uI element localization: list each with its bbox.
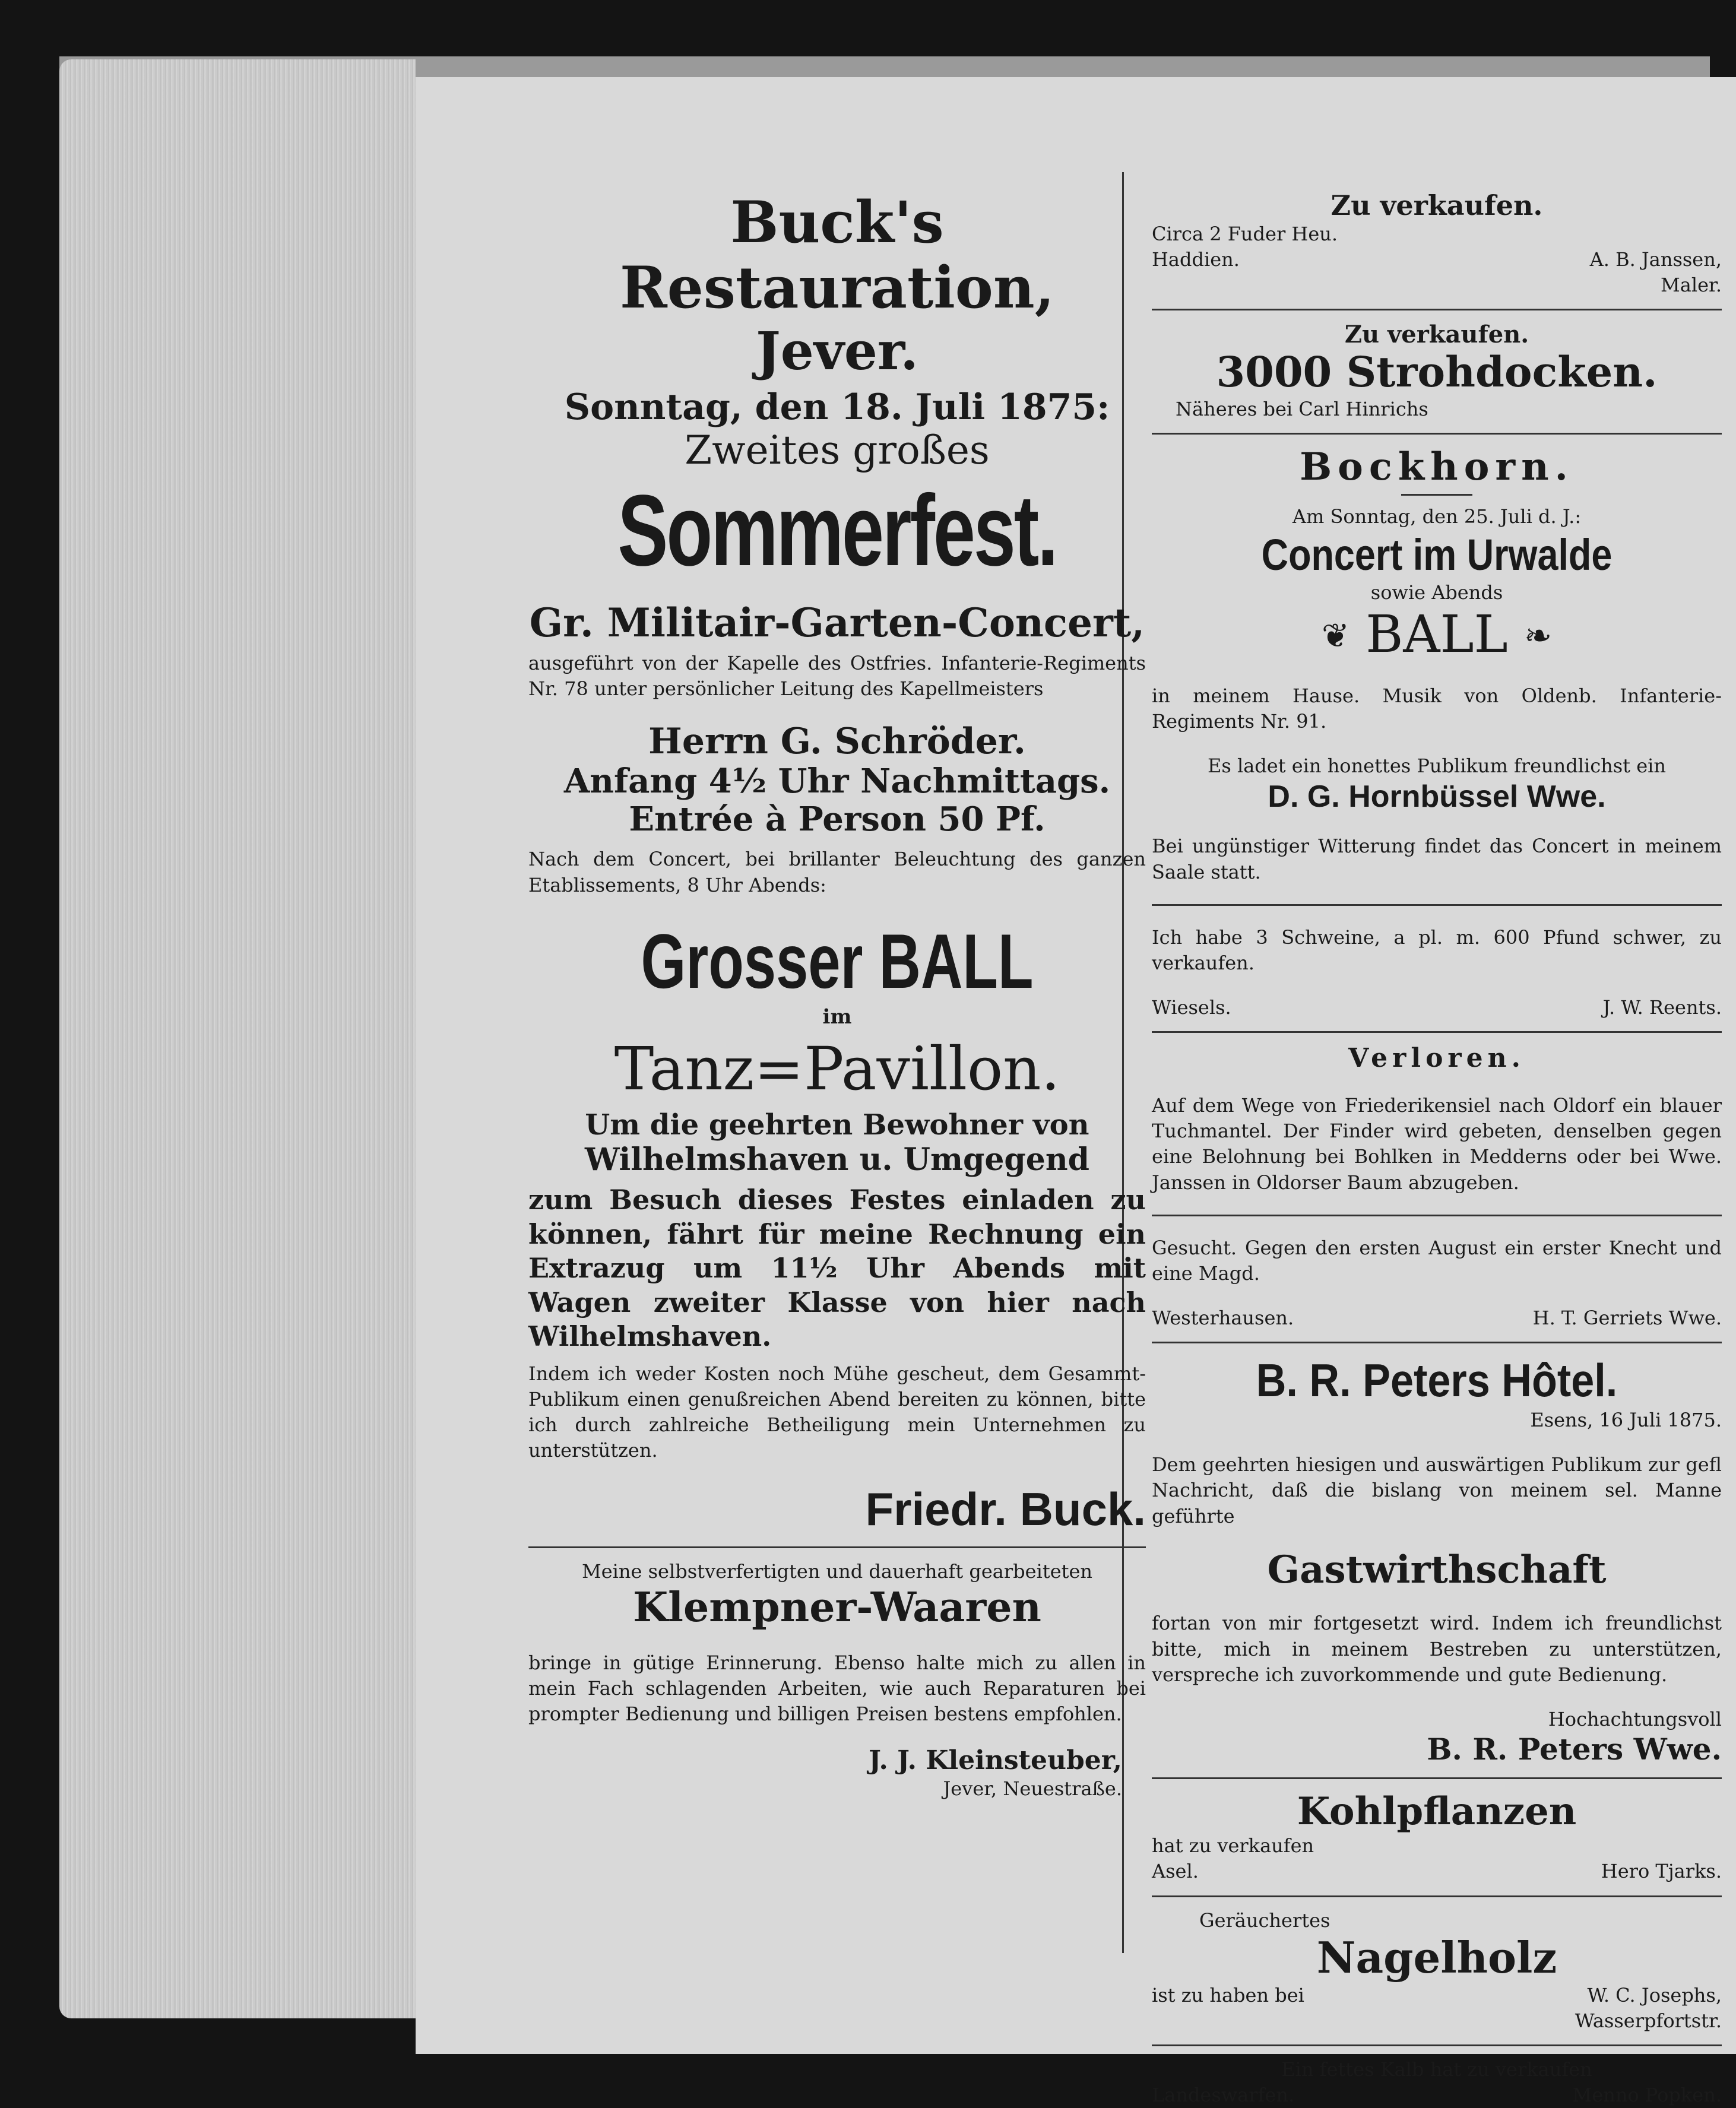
signature: Friedr. Buck. — [865, 1482, 1146, 1535]
hotel-title: B. R. Peters Hôtel. — [1256, 1354, 1618, 1407]
hotel-body-2: fortan von mir fortgesetzt wird. Indem ich freundlichst bitte, mich in meinem Bestreben zu unterstützen, verspreche ich zuvorkommende und gute Bedienung. — [1152, 1612, 1722, 1686]
separator — [528, 1546, 1146, 1548]
separator — [1152, 1895, 1722, 1897]
hotel-signature: B. R. Peters Wwe. — [1427, 1732, 1722, 1767]
hotel-big: Gastwirthschaft — [1267, 1547, 1607, 1592]
wanted-body: Gesucht. Gegen den ersten August ein erster Knecht und eine Magd. — [1152, 1236, 1722, 1285]
calf-body: Ein fettes Kalb hat zu verkaufen — [1281, 2058, 1592, 2081]
short-rule — [1401, 494, 1472, 496]
calf-footer — [1152, 2082, 1722, 2108]
separator — [1152, 433, 1722, 435]
restaurant-title: Buck's Restauration, — [619, 189, 1055, 322]
straw-sale-info: Näheres bei Carl Hinrichs — [1176, 397, 1428, 420]
cabbage-body: hat zu verkaufen — [1152, 1834, 1314, 1857]
invite-line-2: Wilhelmshaven u. Umgegend — [584, 1141, 1090, 1178]
nail-name: W. C. Josephs, — [1587, 1983, 1722, 2006]
wanted-place: Westerhausen. — [1152, 1307, 1294, 1330]
cabbage-place: Asel. — [1152, 1860, 1199, 1883]
calf-place: Landeswarfen. — [1152, 2084, 1295, 2107]
after-concert-text: Nach dem Concert, bei brillanter Beleuchtung des ganzen Etablissements, 8 Uhr Abends: — [528, 848, 1146, 896]
pigs-footer — [1152, 995, 1722, 1020]
right-column — [1152, 190, 1722, 2108]
nail-title: Nagelholz — [1316, 1932, 1557, 1983]
nail-intro: Geräuchertes — [1199, 1909, 1330, 1932]
place-heading: Jever. — [756, 319, 918, 382]
train-announcement: zum Besuch dieses Festes einladen zu können, fährt für meine Rechnung ein Extrazug um 11½ Uhr Abends mit Wagen zweiter Klasse von hier nach Wilhelmshaven. — [528, 1184, 1146, 1353]
ad-title: Klempner-Waaren — [633, 1584, 1041, 1632]
book-page-edges — [59, 59, 416, 2018]
separator — [1152, 1031, 1722, 1033]
pavilion-title: Tanz=Pavillon. — [614, 1034, 1060, 1104]
hotel-close: Hochachtungsvoll — [1548, 1707, 1722, 1730]
pigs-place: Wiesels. — [1152, 996, 1231, 1019]
concert-place: Bockhorn. — [1300, 445, 1574, 490]
pigs-name: J. W. Reents. — [1602, 996, 1722, 1019]
cabbage-title: Kohlpflanzen — [1297, 1789, 1577, 1834]
start-time: Anfang 4½ Uhr Nachmittags. — [563, 761, 1111, 801]
separator — [1152, 2044, 1722, 2046]
separator — [1152, 309, 1722, 310]
concert-invite: Es ladet ein honettes Publikum freundlichst ein — [1208, 755, 1666, 778]
entry-price: Entrée à Person 50 Pf. — [629, 800, 1046, 839]
concert-host: D. G. Hornbüssel Wwe. — [1268, 779, 1606, 814]
sale-role: Maler. — [1661, 274, 1722, 297]
straw-sale-big: 3000 Strohdocken. — [1216, 347, 1658, 397]
concert-event: Concert im Urwalde — [1261, 530, 1613, 579]
straw-sale-title: Zu verkaufen. — [1344, 321, 1529, 349]
concert-title: Gr. Militair-Garten-Concert, — [529, 600, 1145, 646]
wanted-footer — [1152, 1305, 1722, 1331]
calf-name: Menno Popken. — [1572, 2084, 1722, 2107]
event-title: Sommerfest. — [617, 474, 1057, 587]
separator — [1152, 1777, 1722, 1779]
left-column — [528, 190, 1146, 1802]
separator — [1152, 904, 1722, 906]
sale-name: A. B. Janssen, — [1589, 248, 1722, 271]
cabbage-name: Hero Tjarks. — [1601, 1860, 1722, 1883]
invite-line-1: Um die geehrten Bewohner von — [585, 1108, 1089, 1142]
event-date: Sonntag, den 18. Juli 1875: — [564, 386, 1110, 428]
sale-body: Circa 2 Fuder Heu. — [1152, 222, 1338, 245]
closing-paragraph: Indem ich weder Kosten noch Mühe gescheut, dem Gesammt-Publikum einen genußreichen Abend bereiten zu können, bitte ich durch zahlreiche Betheiligung mein Unternehmen zu unterstützen. — [528, 1362, 1146, 1462]
im-label: im — [822, 1005, 852, 1029]
concert-weather: Bei ungünstiger Witterung findet das Concert in meinem Saale statt. — [1152, 835, 1722, 883]
separator — [1152, 1215, 1722, 1216]
concert-description: ausgeführt von der Kapelle des Ostfries. Infanterie-Regiments Nr. 78 unter persönlicher Leitung des Kapellmeisters — [528, 652, 1146, 700]
pigs-body: Ich habe 3 Schweine, a pl. m. 600 Pfund schwer, zu verkaufen. — [1152, 925, 1722, 975]
lost-title: Verloren. — [1348, 1043, 1525, 1074]
conductor-name: Herrn G. Schröder. — [648, 720, 1026, 762]
concert-ball: BALL — [1366, 605, 1508, 665]
ad-intro: Meine selbstverfertigten und dauerhaft gearbeiteten — [581, 1560, 1093, 1583]
ball-title: Grosser BALL — [641, 917, 1034, 1004]
nail-footer — [1152, 1983, 1722, 2008]
ornament-left-icon: ❦ — [1321, 617, 1349, 656]
hotel-date: Esens, 16 Juli 1875. — [1530, 1408, 1722, 1431]
hotel-body-1: Dem geehrten hiesigen und auswärtigen Publikum zur gefl Nachricht, daß die bislang von meinem sel. Manne geführte — [1152, 1453, 1722, 1527]
sale-title: Zu verkaufen. — [1330, 189, 1543, 221]
separator — [1152, 1342, 1722, 1343]
ad-body: bringe in gütige Erinnerung. Ebenso halte mich zu allen in mein Fach schlagenden Arbeiten, wie auch Reparaturen bei prompter Bedienung und billigen Preisen bestens empfohlen. — [528, 1651, 1146, 1726]
sale-footer — [1152, 247, 1722, 272]
concert-ball-line — [1152, 606, 1722, 664]
wanted-name: H. T. Gerriets Wwe. — [1532, 1307, 1722, 1330]
concert-body: in meinem Hause. Musik von Oldenb. Infanterie-Regiments Nr. 91. — [1152, 684, 1722, 733]
ad-address: Jever, Neuestraße. — [943, 1777, 1122, 1800]
concert-sowie: sowie Abends — [1370, 581, 1503, 604]
cabbage-footer — [1152, 1859, 1722, 1884]
ad-signature: J. J. Kleinsteuber, — [869, 1745, 1122, 1776]
nail-address: Wasserpfortstr. — [1575, 2009, 1722, 2032]
ornament-right-icon: ❧ — [1524, 617, 1553, 656]
event-subtitle: Zweites großes — [685, 427, 990, 473]
sale-place: Haddien. — [1152, 248, 1240, 271]
lost-body: Auf dem Wege von Friederikensiel nach Oldorf ein blauer Tuchmantel. Der Finder wird gebeten, denselben gegen eine Belohnung bei Bohlken in Medderns oder bei Wwe. Janssen in Oldorser Baum abzugeben. — [1152, 1093, 1722, 1194]
nail-body: ist zu haben bei — [1152, 1983, 1304, 2006]
concert-date: Am Sonntag, den 25. Juli d. J.: — [1292, 505, 1582, 528]
